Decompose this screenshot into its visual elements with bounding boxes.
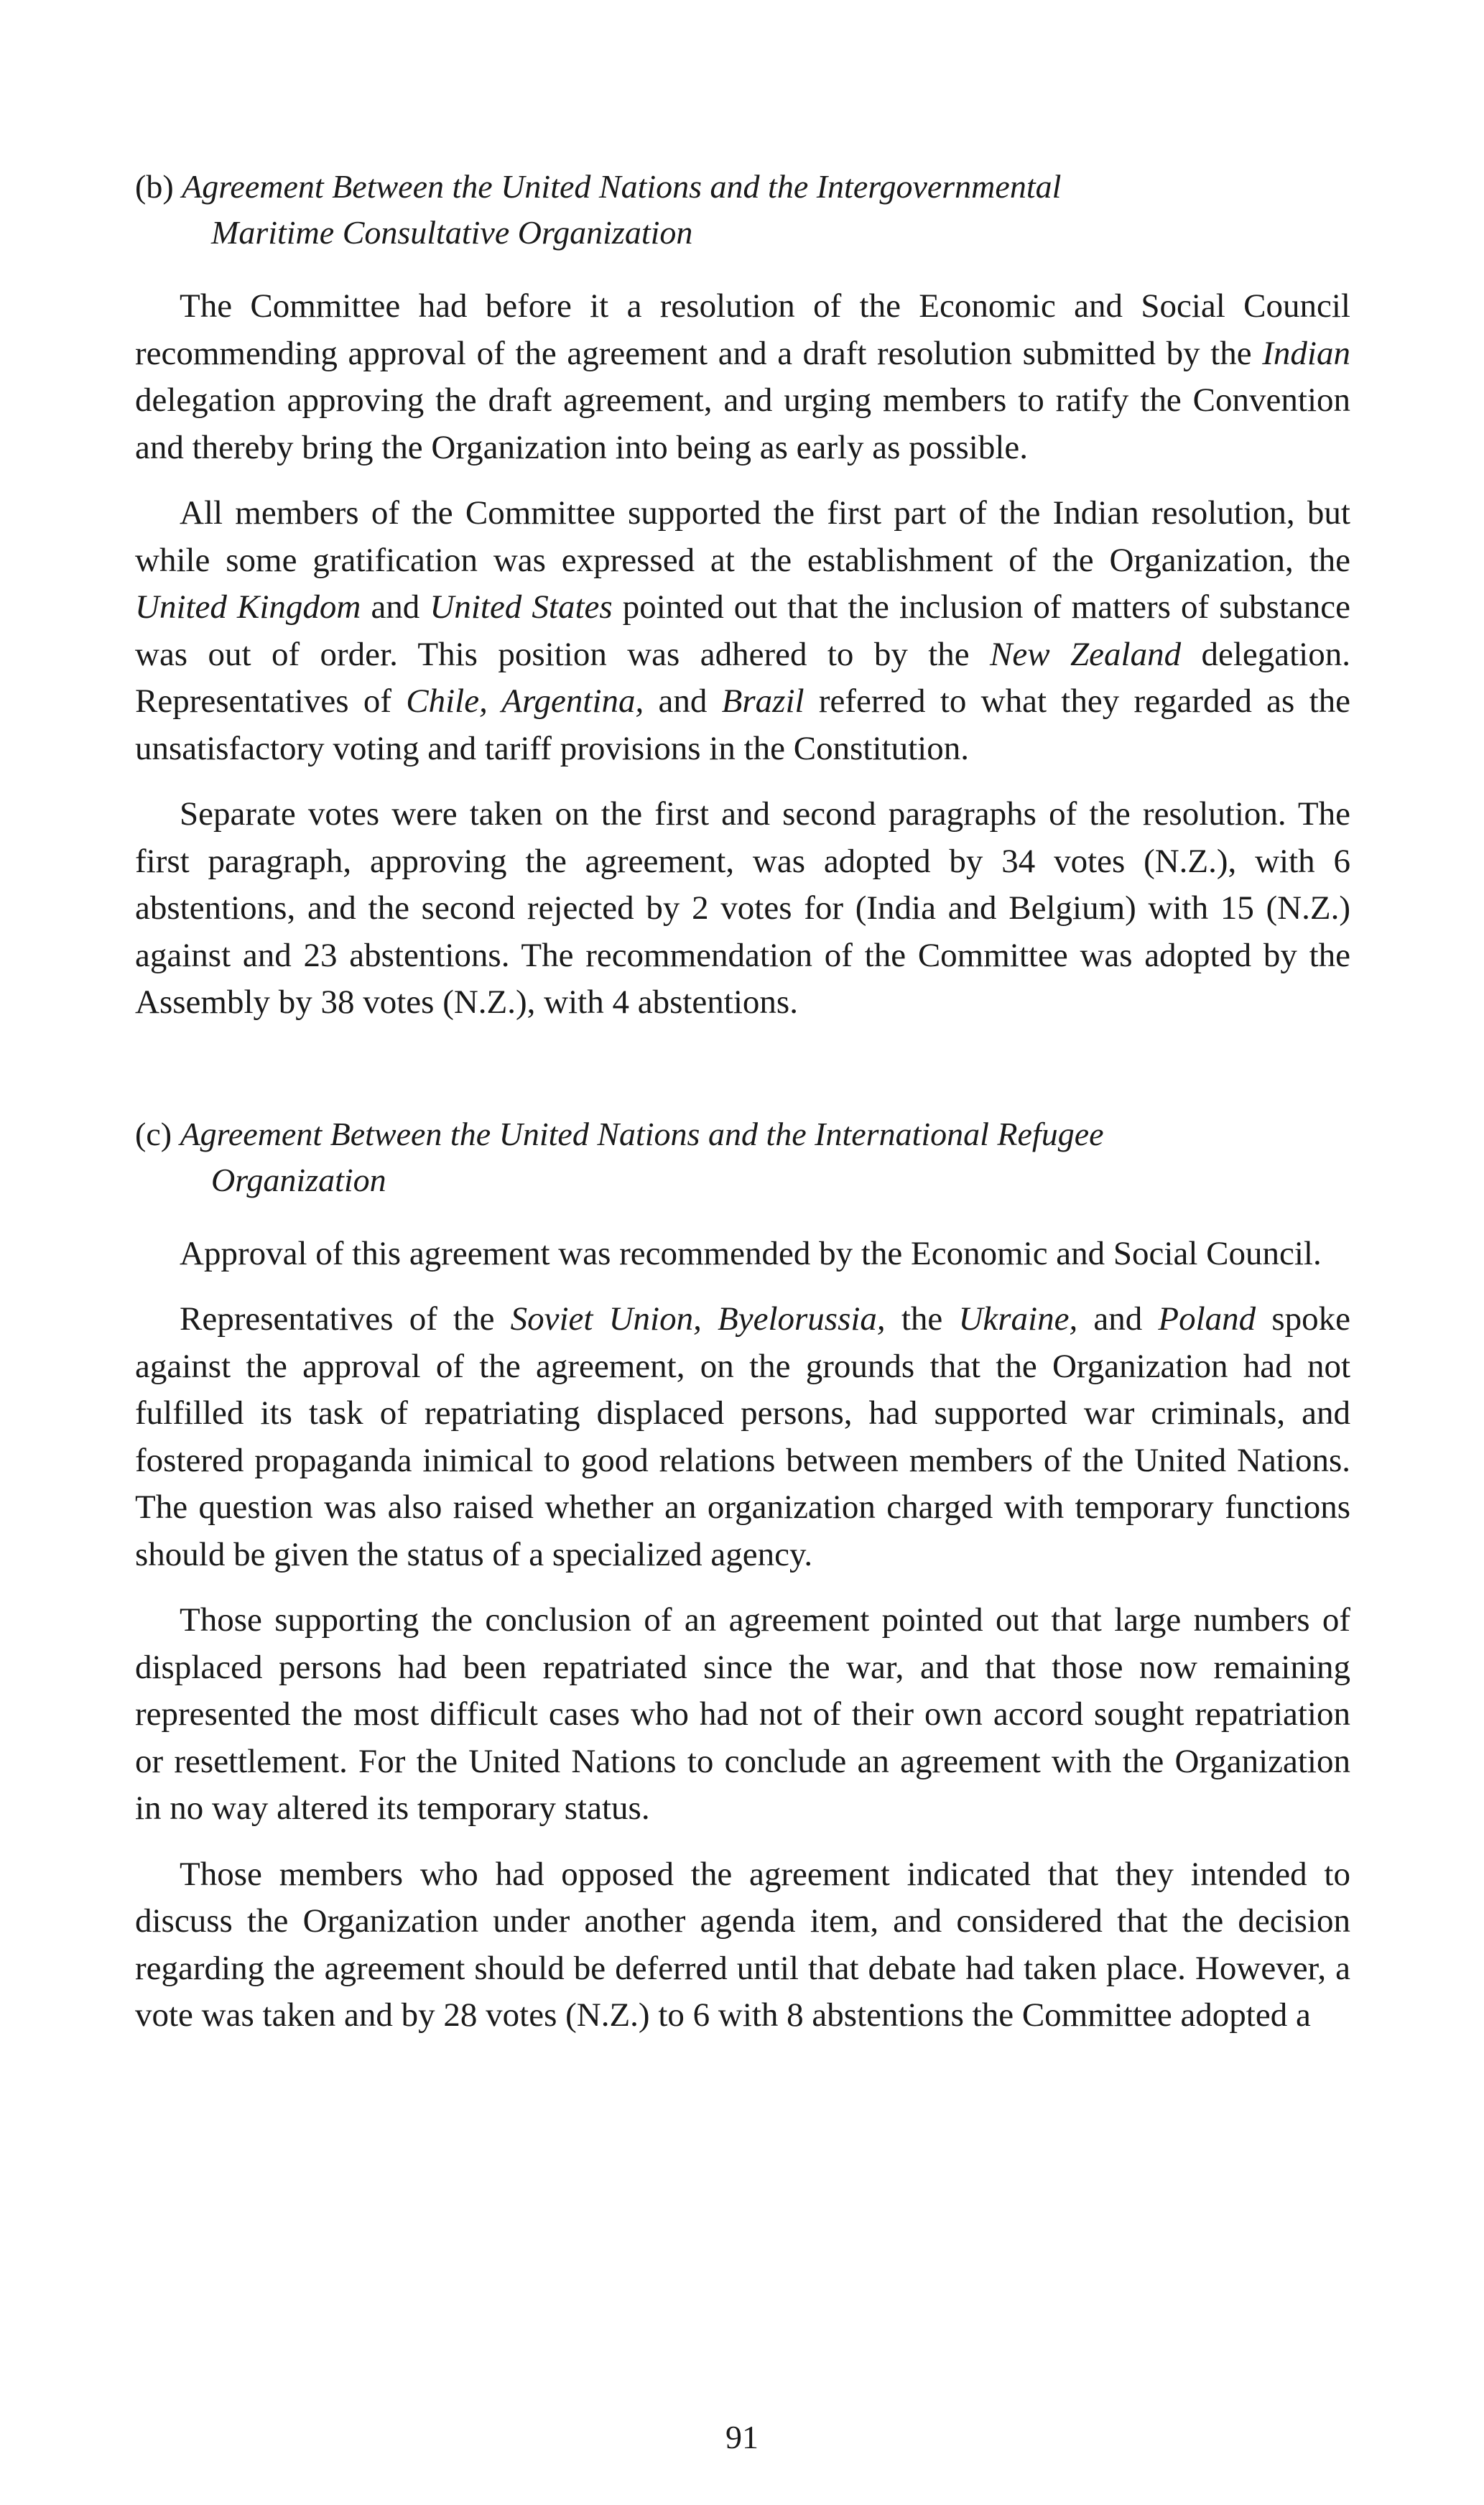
section-c-title-line2: Organization [211,1161,386,1198]
section-c-paragraph-4: Those members who had opposed the agreement indicated that they intended to discuss the Organization under another agenda item, and considered that the decision regarding the agreement should be deferred until that debate had taken place. However, a vote was taken and by 28 votes (N.Z.) to 6 with 8 abstentions the Committee adopted a [135,1855,1350,2034]
section-c-paragraph-2: Representatives of the Soviet Union, Byelorussia, the Ukraine, and Poland spoke against the approval of the agreement, on the grounds that the Organization had not fulfilled its task of repatriating displaced persons, had supported war criminals, and fostered propaganda inimical to good relations between members of the United Nations. The question was also raised whether an organization charged with temporary functions should be given the status of a specialized agency. [135,1300,1350,1573]
section-c-paragraph-1: Approval of this agreement was recommended by the Economic and Social Council. [180,1234,1322,1272]
section-b-title-line1: Agreement Between the United Nations and the Intergovernmental [182,168,1062,205]
section-c-label: (c) [135,1115,172,1152]
section-c-paragraph-3: Those supporting the conclusion of an agreement pointed out that large numbers of displaced persons had been repatriated since the war, and that those now remaining represented the most difficult cases who had not of their own accord sought repatriation or resettlement. For the United Nations to conclude an agreement with the Organization in no way altered its temporary status. [135,1601,1350,1827]
page-number: 91 [725,2419,759,2455]
section-b-heading [135,164,1350,256]
section-divider [135,1045,1350,1111]
document-page [135,164,1350,2058]
section-c-title-line1: Agreement Between the United Nations and the International Refugee [180,1115,1104,1152]
section-b-paragraph-1: The Committee had before it a resolution of the Economic and Social Council recommending approval of the agreement and a draft resolution submitted by the Indian delegation approving the draft agreement, and urging members to ratify the Convention and thereby bring the Organization into being as early as possible. [135,287,1350,466]
section-b-title-line2: Maritime Consultative Organization [211,214,693,251]
section-c-heading [135,1111,1350,1203]
section-b-label: (b) [135,168,174,205]
section-b-paragraph-2: All members of the Committee supported the first part of the Indian resolution, but while some gratification was expressed at the establishment of the Organization, the United Kingdom and United States pointed out that the inclusion of matters of substance was out of order. This position was adhered to by the New Zealand delegation. Representatives of Chile, Argentina, and Brazil referred to what they regarded as the unsatisfactory voting and tariff provisions in the Constitution. [135,494,1351,767]
section-b-paragraph-3: Separate votes were taken on the first and second paragraphs of the resolution. The first paragraph, approving the agreement, was adopted by 34 votes (N.Z.), with 6 abstentions, and the second rejected by 2 votes for (India and Belgium) with 15 (N.Z.) against and 23 abstentions. The recommendation of the Committee was adopted by the Assembly by 38 votes (N.Z.), with 4 abstentions. [135,795,1350,1021]
